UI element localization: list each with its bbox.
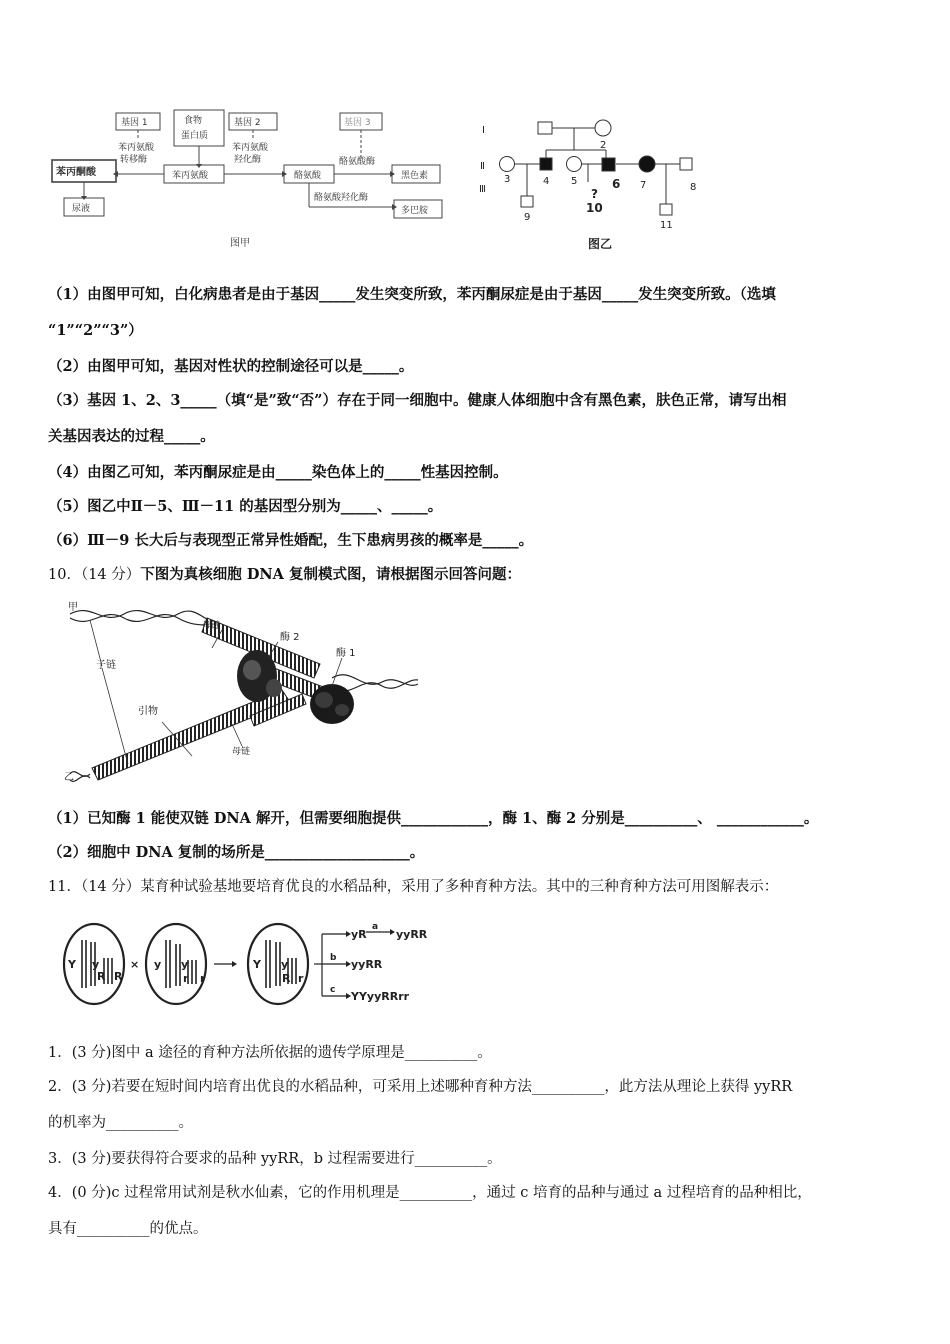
box-gene1: 基因 1 bbox=[121, 118, 148, 128]
pedigree-id-11: 11 bbox=[660, 220, 673, 231]
dna-label-yi: 乙 bbox=[64, 772, 74, 783]
box-gene3: 基因 3 bbox=[344, 118, 371, 128]
pedigree-id-10: 10 bbox=[586, 201, 603, 215]
box-phenylpyruvate: 苯丙酮酸 bbox=[56, 167, 96, 178]
cell2-allele-r2: r bbox=[200, 972, 206, 985]
box-dopamine: 多巴胺 bbox=[401, 206, 429, 216]
box-phenylalanine: 苯丙氨酸 bbox=[172, 171, 209, 181]
pedigree-id-10-mark: ? bbox=[591, 187, 598, 201]
q11-sub2-cont: 的机率为__________。 bbox=[48, 1115, 193, 1131]
dna-label-enzyme2: 酶 2 bbox=[280, 632, 300, 643]
q11-sub4: 4．(0 分)c 过程常用试剂是秋水仙素，它的作用机理是__________，通过 c 培育的品种与通过 a 过程培育的品种相比， bbox=[48, 1185, 812, 1201]
dna-label-mother-top: 母链 bbox=[202, 621, 221, 631]
pedigree-gen-2: Ⅱ bbox=[480, 161, 485, 172]
dna-label-daughter: 子链 bbox=[96, 660, 116, 671]
cell1-allele-r1: R bbox=[97, 970, 106, 983]
path-a-result: yyRR bbox=[396, 928, 428, 941]
q10-part2: （2）细胞中 DNA 复制的场所是____________________。 bbox=[48, 844, 425, 861]
cell2-allele-left: y bbox=[154, 958, 162, 971]
q11-sub1: 1．(3 分)图中 a 途径的育种方法所依据的遗传学原理是__________。 bbox=[48, 1045, 492, 1061]
q10-part1: （1）已知酶 1 能使双链 DNA 解开，但需要细胞提供____________，酶 1、酶 2 分别是__________、 ____________。 bbox=[48, 810, 819, 827]
q10-title bbox=[48, 558, 910, 592]
pedigree-gen-1: Ⅰ bbox=[482, 125, 485, 136]
figure-jia-caption: 图甲 bbox=[230, 238, 250, 249]
dna-label-jia: 甲 bbox=[68, 602, 78, 613]
box-protein: 蛋白质 bbox=[181, 131, 209, 141]
pedigree-gen-3: Ⅲ bbox=[479, 184, 486, 195]
pedigree-id-3: 3 bbox=[504, 174, 511, 185]
pedigree-id-7: 7 bbox=[640, 180, 647, 191]
q11-sub4-cont: 具有__________的优点。 bbox=[48, 1221, 208, 1237]
box-food: 食物 bbox=[184, 116, 203, 126]
q9-part5: （5）图乙中Ⅱ－5、Ⅲ－11 的基因型分别为_____、_____。 bbox=[48, 498, 443, 515]
cross-sign: × bbox=[130, 958, 140, 971]
pedigree-id-4: 4 bbox=[543, 176, 550, 187]
cell2-allele-mid: y bbox=[181, 958, 189, 971]
q10-text: 下图为真核细胞 DNA 复制模式图，请根据图示回答问题： bbox=[140, 566, 521, 583]
figure-breeding bbox=[60, 920, 430, 1010]
figure-dna-replication bbox=[62, 596, 422, 792]
dna-label-mother-bottom: 母链 bbox=[232, 747, 251, 757]
dna-label-primer: 引物 bbox=[138, 706, 158, 717]
pedigree-id-5: 5 bbox=[571, 176, 578, 187]
q9-part1-cont: “1”“2”“3”） bbox=[48, 322, 143, 339]
enzyme-pat-1: 苯丙氨酸 bbox=[118, 143, 155, 153]
enzyme-pah-2: 羟化酶 bbox=[234, 155, 262, 165]
q9-part2: （2）由图甲可知，基因对性状的控制途径可以是_____。 bbox=[48, 358, 414, 375]
cell1-allele-left: Y bbox=[68, 958, 76, 971]
mother-strand-lower bbox=[92, 690, 290, 780]
q9-part6: （6）Ⅲ－9 长大后与表现型正常异性婚配，生下患病男孩的概率是_____。 bbox=[48, 532, 534, 549]
box-tyrosine: 酪氨酸 bbox=[294, 171, 322, 181]
cell3-allele-left: Y bbox=[253, 958, 261, 971]
path-b-result: yyRR bbox=[351, 958, 383, 971]
enzyme-tyr-hydroxylase: 酪氨酸羟化酶 bbox=[314, 193, 369, 203]
figure-yi-caption: 图乙 bbox=[588, 237, 613, 251]
path-c-result: YYyyRRrr bbox=[351, 990, 410, 1003]
q9-part3-cont: 关基因表达的过程_____。 bbox=[48, 428, 215, 445]
cell1-allele-mid: y bbox=[92, 958, 100, 971]
cell3-allele-mid: y bbox=[281, 958, 289, 971]
q11-sub2: 2．(3 分)若要在短时间内培育出优良的水稻品种，可采用上述哪种育种方法__________，此方法从理论上获得 yyRR bbox=[48, 1079, 793, 1095]
enzyme-tyrase: 酪氨酸酶 bbox=[339, 157, 376, 167]
box-gene2: 基因 2 bbox=[234, 118, 261, 128]
q9-part1: （1）由图甲可知，白化病患者是由于基因_____发生突变所致，苯丙酮尿症是由于基因_____发生突变所致。（选填 bbox=[48, 286, 776, 303]
pedigree-id-9: 9 bbox=[524, 212, 531, 223]
q9-part3: （3）基因 1、2、3_____（填“是”致“否”）存在于同一细胞中。健康人体细胞中含有黑色素，肤色正常，请写出相 bbox=[48, 392, 787, 409]
figure-pedigree bbox=[474, 112, 714, 262]
path-a-intermediate: yR bbox=[351, 928, 367, 941]
cell1-allele-r2: R bbox=[114, 970, 123, 983]
q10-number: 10．（14 分） bbox=[48, 567, 141, 583]
pedigree-id-6: 6 bbox=[612, 177, 621, 191]
figure-metabolic-pathway bbox=[44, 100, 464, 260]
enzyme-pat-2: 转移酶 bbox=[120, 155, 148, 165]
cell2-allele-r1: r bbox=[183, 972, 189, 985]
cell3-allele-r2: r bbox=[298, 972, 304, 985]
q11-title: 11．（14 分）某育种试验基地要培育优良的水稻品种，采用了多种育种方法。其中的三种育种方法可用图解表示： bbox=[48, 879, 779, 895]
pedigree-id-8: 8 bbox=[690, 182, 697, 193]
cell3-allele-r1: R bbox=[282, 972, 291, 985]
path-b-label: b bbox=[330, 953, 337, 963]
q9-part4: （4）由图乙可知，苯丙酮尿症是由_____染色体上的_____性基因控制。 bbox=[48, 464, 508, 481]
enzyme-1-blob bbox=[310, 684, 354, 724]
box-urine: 尿液 bbox=[72, 204, 91, 214]
box-melanin: 黑色素 bbox=[401, 171, 429, 181]
dna-label-enzyme1: 酶 1 bbox=[336, 648, 356, 659]
path-c-label: c bbox=[330, 985, 336, 995]
enzyme-pah-1: 苯丙氨酸 bbox=[232, 143, 269, 153]
pedigree-id-2: 2 bbox=[600, 140, 607, 151]
q11-sub3: 3．(3 分)要获得符合要求的品种 yyRR，b 过程需要进行__________。 bbox=[48, 1151, 502, 1167]
path-a-label: a bbox=[372, 922, 379, 932]
